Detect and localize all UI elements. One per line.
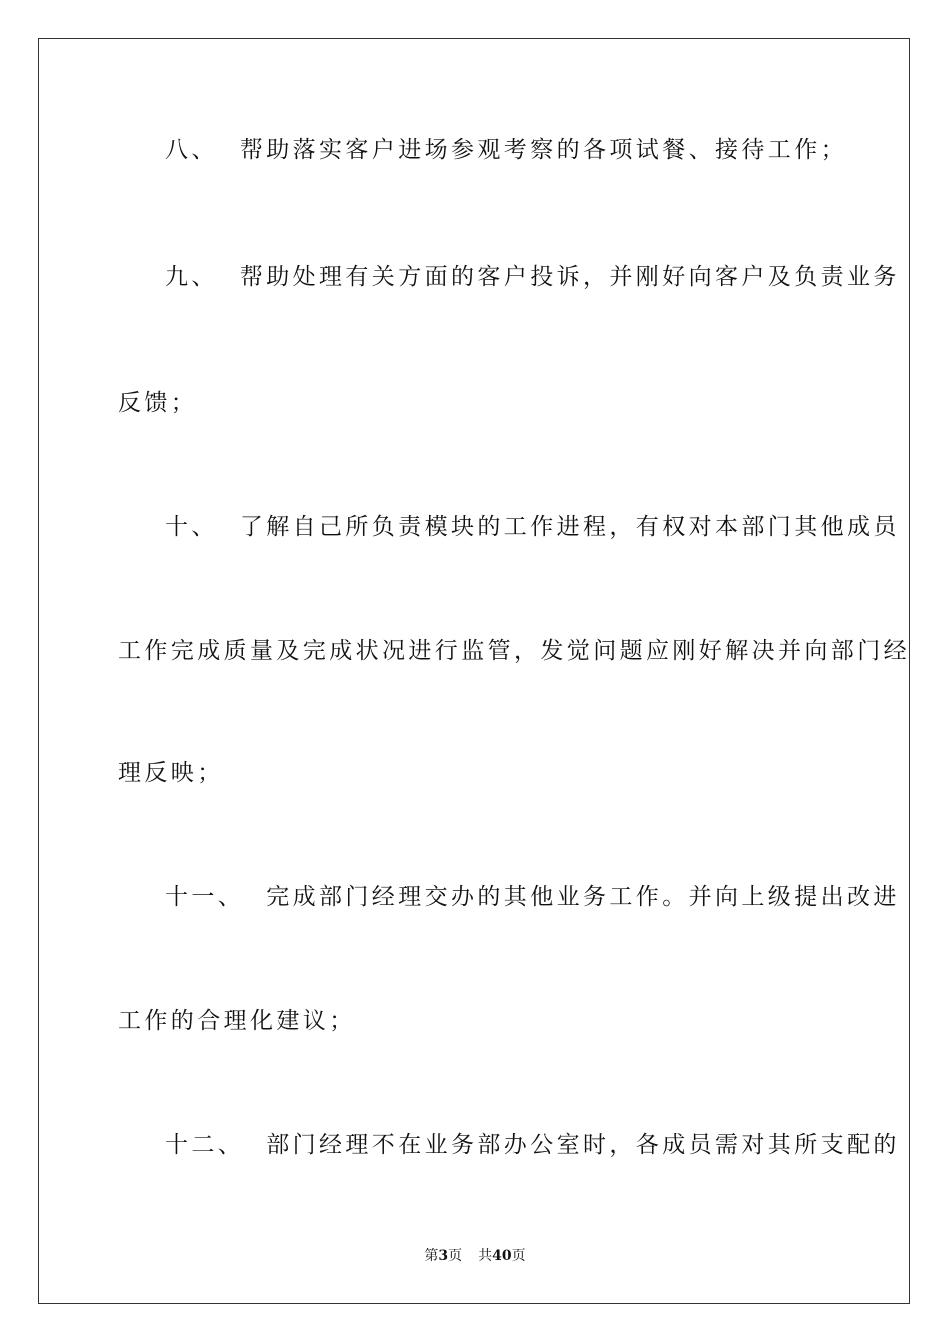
paragraph-8-line-1	[165, 135, 885, 165]
page-prefix: 第	[424, 1248, 439, 1264]
item-text: 了解自己所负责模块的工作进程，有权对本部门其他成员	[239, 514, 900, 540]
item-number: 十二、	[165, 1132, 245, 1158]
paragraph-12-line-1	[165, 1130, 900, 1160]
paragraph-11-line-2: 工作的合理化建议；	[118, 1008, 356, 1034]
item-text: 部门经理不在业务部办公室时，各成员需对其所支配的	[266, 1132, 900, 1158]
total-prefix: 共	[478, 1248, 493, 1264]
paragraph-9-line-2: 反馈；	[118, 390, 198, 416]
page-footer	[0, 1246, 950, 1266]
paragraph-9-line-1	[165, 262, 900, 292]
item-number: 九、	[165, 264, 218, 290]
total-pages: 40	[492, 1248, 512, 1264]
page-number: 3	[438, 1248, 449, 1264]
item-text: 帮助落实客户进场参观考察的各项试餐、接待工作；	[239, 137, 848, 163]
paragraph-10-line-2: 工作完成质量及完成状况进行监管，发觉问题应刚好解决并向部门经	[118, 638, 910, 664]
item-number: 八、	[165, 137, 218, 163]
item-text: 完成部门经理交办的其他业务工作。并向上级提出改进	[266, 884, 900, 910]
paragraph-10-line-1	[165, 512, 900, 542]
item-number: 十一、	[165, 884, 245, 910]
page-border	[38, 38, 910, 1304]
item-number: 十、	[165, 514, 218, 540]
paragraph-11-line-1	[165, 882, 900, 912]
page-suffix: 页	[448, 1248, 463, 1264]
paragraph-10-line-3: 理反映；	[118, 760, 224, 786]
total-suffix: 页	[511, 1248, 526, 1264]
item-text: 帮助处理有关方面的客户投诉，并刚好向客户及负责业务	[239, 264, 900, 290]
